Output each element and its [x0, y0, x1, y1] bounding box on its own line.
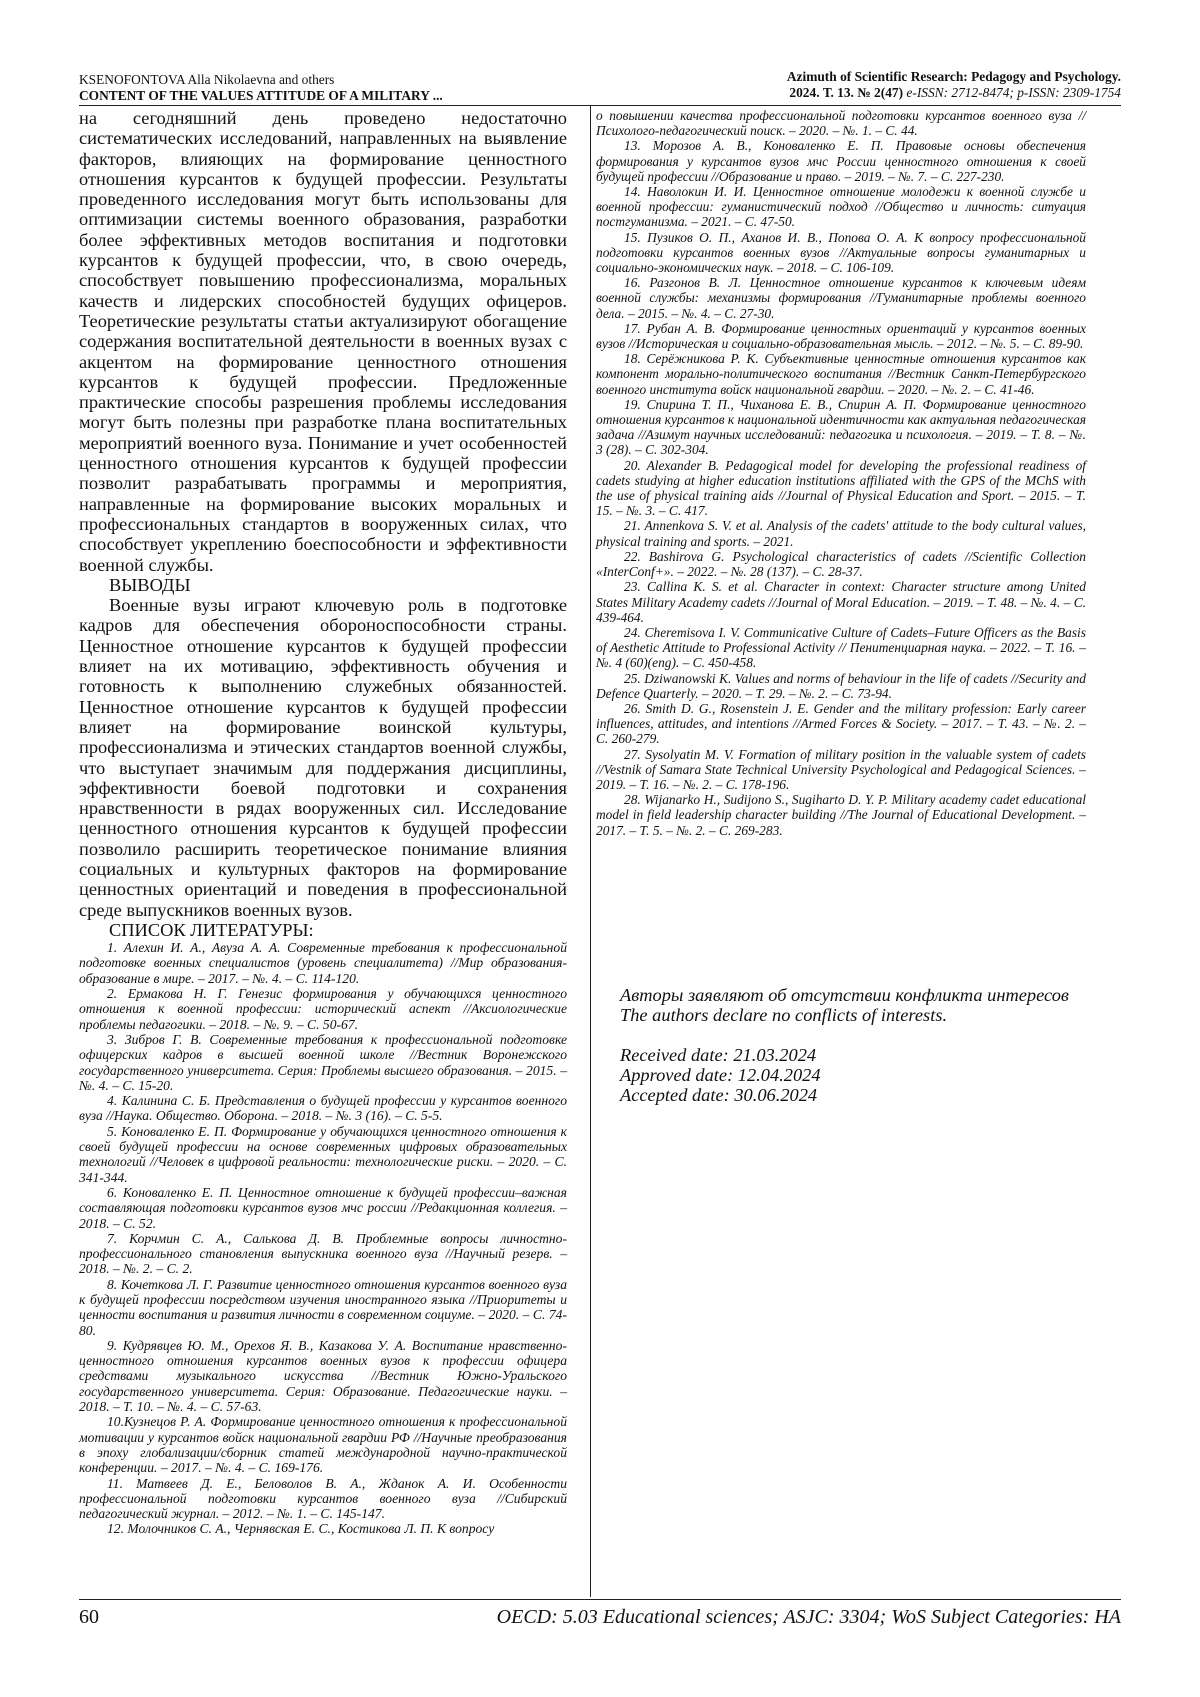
spacer: [596, 1025, 1086, 1045]
reference-item: 9. Кудрявцев Ю. М., Орехов Я. В., Казакова У. А. Воспитание нравственно-ценностного отношения курсантов военных вузов к профессии офицера средствами музыкального искусства //Вестник Южно-Уральского государственного университета. Серия: Образование. Педагогические науки. – 2018. – Т. 10. – №. 4. – С. 57-63.: [79, 1337, 567, 1415]
header-authors: KSENOFONTOVA Alla Nikolaevna and others: [79, 72, 335, 87]
reference-item: 16. Разгонов В. Л. Ценностное отношение курсантов к ключевым идеям военной службы: механизмы формирования //Гуманитарные проблемы военного дела. – 2015. – №. 4. – С. 27-30.: [596, 275, 1086, 321]
header-issue-line: [600, 85, 1121, 101]
reference-item: 13. Морозов А. В., Коноваленко Е. П. Правовые основы обеспечения формирования у курсантов вузов мчс России ценностного отношения к своей будущей профессии //Образование и право. – 2019. – №. 7. – С. 227-230.: [596, 138, 1086, 184]
reference-item: 3. Зибров Г. В. Современные требования к профессиональной подготовке офицерских кадров в высшей военной школе //Вестник Воронежского государственного университета. Серия: Проблемы высшего образования. – 2015. – №. 4. – С. 15-20.: [79, 1031, 567, 1093]
references-list-right: [596, 138, 1086, 837]
running-header-right: [600, 69, 1121, 101]
header-journal-name: Azimuth of Scientific Research: Pedagogy and Psychology.: [786, 69, 1121, 84]
running-header-left: [79, 72, 579, 103]
header-issn: e-ISSN: 2712-8474; p-ISSN: 2309-1754: [903, 85, 1121, 100]
conflict-statement-en: The authors declare no conflicts of interests.: [620, 1005, 948, 1025]
reference-item: 10.Кузнецов Р. А. Формирование ценностного отношения к профессиональной мотивации у курсантов войск национальной гвардии РФ //Научные преобразования в эпоху глобализации/сборник статей международной научно-практической конференции. – 2017. – №. 4. – С. 169-176.: [79, 1414, 567, 1476]
right-column: [596, 108, 1086, 838]
reference-item: 4. Калинина С. Б. Представления о будущей профессии у курсантов военного вуза //Наука. Общество. Оборона. – 2018. – №. 3 (16). – С. 5-5.: [79, 1093, 567, 1124]
column-divider: [590, 105, 591, 1597]
header-issue: 2024. Т. 13. № 2(47): [789, 85, 904, 100]
reference-item: 17. Рубан А. В. Формирование ценностных ориентаций у курсантов военных вузов //Историческая и социально-образовательная мысль. – 2012. – №. 5. – С. 89-90.: [596, 320, 1086, 352]
accepted-date: Accepted date: 30.06.2024: [620, 1085, 818, 1105]
reference-item: 8. Кочеткова Л. Г. Развитие ценностного отношения курсантов военного вуза к будущей профессии посредством изучения иностранного языка //Приоритеты и ценности воспитания и развития личности в современном социуме. – 2020. – С. 74-80.: [79, 1276, 567, 1338]
reference-item: 20. Alexander B. Pedagogical model for developing the professional readiness of cadets studying at higher education institutions affiliated with the GPS of the MChS with the use of physical training aids //Journal of Physical Education and Sport. – 2015. – Т. 15. – №. 3. – С. 417.: [596, 457, 1086, 519]
reference-item: 15. Пузиков О. П., Аханов И. В., Попова О. А. К вопросу профессиональной подготовки курсантов военных вузов //Актуальные вопросы гуманитарных и социально-экономических наук. – 2018. – С. 106-109.: [596, 229, 1086, 276]
reference-item: 24. Cheremisova I. V. Communicative Culture of Cadets–Future Officers as the Basis of Aesthetic Attitude to Professional Activity // Пенитенциарная наука. – 2022. – Т. 16. – №. 4 (60)(eng). – С. 450-458.: [596, 624, 1086, 671]
page-number: 60: [79, 1606, 99, 1628]
reference-item: 27. Sysolyatin M. V. Formation of military position in the valuable system of cadets //Vestnik of Samara State Technical University Psychological and Pedagogical Sciences. – 2019. – Т. 16. – №. 2. – С. 178-196.: [596, 746, 1086, 792]
reference-item: 18. Серёжникова Р. К. Субъективные ценностные отношения курсантов как компонент морально-политического воспитания //Вестник Санкт-Петербургского военного института войск национальной гвардии. – 2020. – №. 2. – С. 41-46.: [596, 351, 1086, 397]
declarations-block: [596, 985, 1086, 1105]
reference-item: 2. Ермакова Н. Г. Генезис формирования у обучающихся ценностного отношения к военной профессии: исторический аспект //Аксиологические проблемы педагогики. – 2018. – №. 9. – С. 50-67.: [79, 986, 567, 1032]
reference-item: 6. Коноваленко Е. П. Ценностное отношение к будущей профессии–важная составляющая подготовки курсантов вузов мчс россии //Редакционная коллегия. – 2018. – С. 52.: [79, 1184, 567, 1231]
reference-item: 25. Dziwanowski K. Values and norms of behaviour in the life of cadets //Security and Defence Quarterly. – 2020. – Т. 29. – №. 2. – С. 73-94.: [596, 670, 1086, 701]
subject-classification: OECD: 5.03 Educational sciences; ASJC: 3304; WoS Subject Categories: HA: [496, 1606, 1121, 1628]
reference-item: 19. Спирина Т. П., Чиханова Е. В., Спирин А. П. Формирование ценностного отношения курсантов к национальной идентичности как актуальная педагогическая задача //Азимут научных исследований: педагогика и психология. – 2019. – Т. 8. – №. 3 (28). – С. 302-304.: [596, 396, 1086, 458]
reference-item: 22. Bashirova G. Psychological characteristics of cadets //Scientific Collection «InterConf+». – 2022. – №. 28 (137). – С. 28-37.: [596, 548, 1086, 580]
conclusions-heading: ВЫВОДЫ: [109, 574, 191, 595]
reference-item: 14. Наволокин И. И. Ценностное отношение молодежи к военной службе и военной профессии: гуманистический подход //Общество и личность: ситуация постгуманизма. – 2021. – С. 47-50.: [596, 184, 1086, 230]
references-list-left: [79, 940, 567, 1537]
approved-date: Approved date: 12.04.2024: [620, 1065, 821, 1085]
intro-paragraph: на сегодняшний день проведено недостаточно систематических исследований, направленных на выявление факторов, влияющих на формирование ценностного отношения курсантов к будущей профессии. Результаты проведенного исследования могут быть использованы для оптимизации системы военного образования, разработки более эффективных методов воспитания и подготовки курсантов к будущей профессии, что, в свою очередь, способствует повышению профессионализма, моральных качеств и лидерских способностей будущих офицеров. Теоретические результаты статьи актуализируют обогащение содержания воспитательной деятельности в военных вузах с акцентом на формирование ценностного отношения курсантов к будущей профессии. Предложенные практические способы разрешения проблемы исследования могут быть полезны при разработке плана воспитательных мероприятий военного вуза. Понимание и учет особенностей ценностного отношения курсантов к будущей профессии позволит разрабатывать программы и мероприятия, направленные на формирование высоких моральных и профессиональных стандартов в вооруженных силах, что способствует укреплению боеспособности и эффективности военной службы.: [79, 108, 567, 575]
reference-item: 23. Callina K. S. et al. Character in context: Character structure among United States Military Academy cadets //Journal of Moral Education. – 2019. – Т. 48. – №. 4. – С. 439-464.: [596, 579, 1086, 625]
reference-item: 11. Матвеев Д. Е., Беловолов В. А., Жданок А. И. Особенности профессиональной подготовки курсантов военного вуза //Сибирский педагогический журнал. – 2012. – №. 1. – С. 145-147.: [79, 1475, 567, 1522]
reference-item: 26. Smith D. G., Rosenstein J. E. Gender and the military profession: Early career influences, attitudes, and intentions //Armed Forces & Society. – 2017. – Т. 43. – №. 2. – С. 260-279.: [596, 700, 1086, 747]
header-rule: [79, 105, 1121, 106]
reference-item: 7. Корчмин С. А., Салькова Д. В. Проблемные вопросы личностно-профессионального становления выпускника военного вуза //Научный резерв. – 2018. – №. 2. – С. 2.: [79, 1230, 567, 1277]
left-column: [79, 108, 567, 1537]
conclusions-paragraph: Военные вузы играют ключевую роль в подготовке кадров для обеспечения обороноспособности страны. Ценностное отношение курсантов к будущей профессии влияет на их мотивацию, эффективность обучения и готовность к выполнению служебных обязанностей. Ценностное отношение курсантов к будущей профессии влияет на формирование воинской культуры, профессионализма и этических стандартов военной службы, что выступает значимым для поддержания дисциплины, эффективности боевой подготовки и сохранения нравственности в рядах вооруженных сил. Исследование ценностного отношения курсантов к будущей профессии позволило расширить теоретическое понимание влияния социальных и культурных факторов на формирование ценностных ориентаций и поведения в профессиональной среде выпускников военных вузов.: [79, 595, 567, 920]
references-heading: СПИСОК ЛИТЕРАТУРЫ:: [109, 919, 314, 940]
reference-continuation: о повышении качества профессиональной подготовки курсантов военного вуза //Психолого-педагогический поиск. – 2020. – №. 1. – С. 44.: [596, 108, 1086, 139]
reference-item: 28. Wijanarko H., Sudijono S., Sugiharto D. Y. P. Military academy cadet educational model in field leadership character building //The Journal of Educational Development. – 2017. – Т. 5. – №. 2. – С. 269-283.: [596, 792, 1086, 838]
reference-item: 21. Annenkova S. V. et al. Analysis of the cadets' attitude to the body cultural values, physical training and sports. – 2021.: [596, 518, 1086, 549]
reference-item: 5. Коноваленко Е. П. Формирование у обучающихся ценностного отношения к своей будущей профессии на основе современных цифровых образовательных технологий //Человек в цифровой реальности: технологические риски. – 2020. – С. 341-344.: [79, 1123, 567, 1185]
received-date: Received date: 21.03.2024: [620, 1045, 817, 1065]
header-article-title: CONTENT OF THE VALUES ATTITUDE OF A MILITARY ...: [79, 87, 443, 103]
conflict-statement-ru: Авторы заявляют об отсутствии конфликта интересов: [620, 985, 1069, 1005]
reference-item: 1. Алехин И. А., Авуза А. А. Современные требования к профессиональной подготовке военных специалистов (уровень специалитета) //Мир образования-образование в мире. – 2017. – №. 4. – С. 114-120.: [79, 940, 567, 986]
reference-item: 12. Молочников С. А., Чернявская Е. С., Костикова Л. П. К вопросу: [107, 1521, 495, 1537]
footer-rule: [79, 1599, 1121, 1600]
